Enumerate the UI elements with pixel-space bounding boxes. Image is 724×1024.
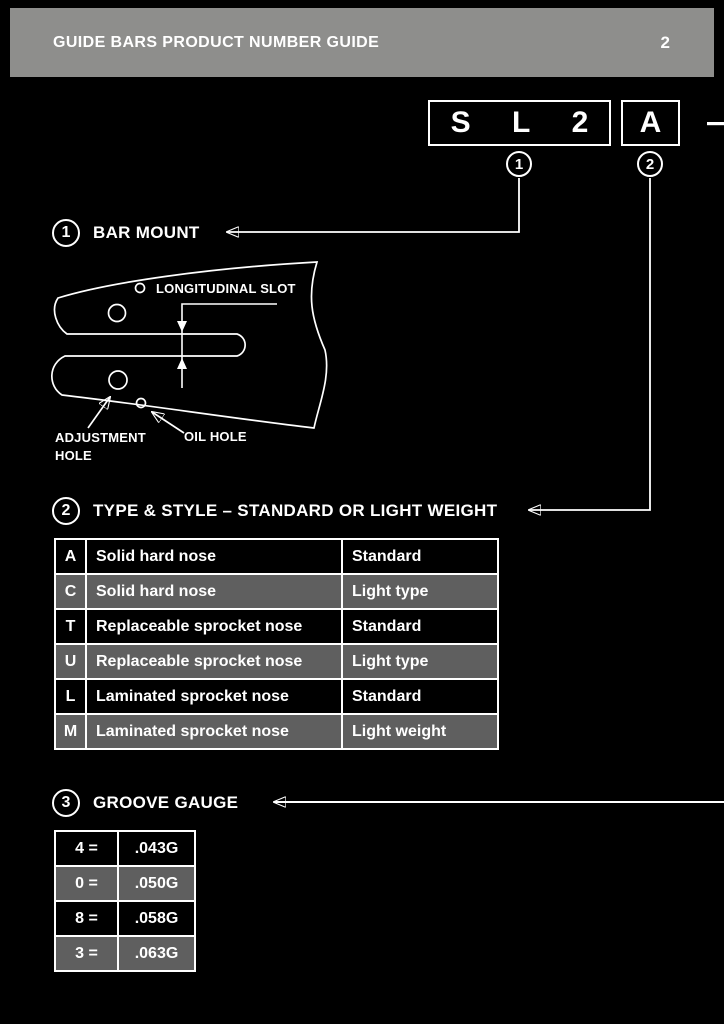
oil-hole-circle (137, 399, 146, 408)
type-kind-cell: Light type (342, 644, 498, 679)
groove-gauge-table (54, 830, 196, 972)
section-3-title: GROOVE GAUGE (93, 793, 239, 812)
product-code-box-sl2 (428, 100, 611, 146)
code-letter-4: A (639, 106, 662, 139)
type-desc-cell: Laminated sprocket nose (86, 679, 342, 714)
longitudinal-slot-label: LONGITUDINAL SLOT (156, 281, 296, 296)
adjustment-hole-leader-arrow (88, 397, 110, 428)
callout-1-badge: 1 (506, 151, 532, 177)
slot-dimension-arrow-down (177, 321, 187, 332)
type-desc-cell: Replaceable sprocket nose (86, 644, 342, 679)
adjustment-hole-label-line2: HOLE (55, 448, 92, 463)
page-title: GUIDE BARS PRODUCT NUMBER GUIDE (53, 33, 380, 51)
table-row (55, 574, 498, 609)
section-groove-gauge-heading (52, 789, 238, 817)
section-2-number-badge: 2 (52, 497, 80, 525)
table-row (55, 936, 195, 971)
slot-dimension-arrow-up (177, 358, 187, 369)
table-row (55, 609, 498, 644)
code-letter-3: 2 (571, 106, 589, 139)
code-letter-2: L (511, 106, 531, 139)
table-row (55, 866, 195, 901)
gauge-value-cell: .058G (118, 901, 195, 936)
gauge-value-cell: .063G (118, 936, 195, 971)
adjustment-hole-label (55, 429, 146, 465)
table-row (55, 539, 498, 574)
type-code-cell: T (55, 609, 86, 644)
oil-hole-leader-arrow (152, 412, 184, 433)
gauge-code-cell: 4 = (55, 831, 118, 866)
code-continuation-dash (707, 122, 724, 125)
type-desc-cell: Laminated sprocket nose (86, 714, 342, 749)
page-number: 2 (660, 32, 670, 52)
slot-dimension-line (182, 304, 277, 388)
gauge-value-cell: .043G (118, 831, 195, 866)
type-desc-cell: Replaceable sprocket nose (86, 609, 342, 644)
type-kind-cell: Standard (342, 609, 498, 644)
type-kind-cell: Light weight (342, 714, 498, 749)
type-kind-cell: Standard (342, 679, 498, 714)
type-kind-cell: Standard (342, 539, 498, 574)
type-style-table (54, 538, 499, 750)
gauge-code-cell: 3 = (55, 936, 118, 971)
gauge-value-cell: .050G (118, 866, 195, 901)
type-desc-cell: Solid hard nose (86, 574, 342, 609)
section-1-number-badge: 1 (52, 219, 80, 247)
upper-mount-hole (109, 305, 126, 322)
type-code-cell: U (55, 644, 86, 679)
callout-2-badge: 2 (637, 151, 663, 177)
adjustment-hole-circle (109, 371, 127, 389)
gauge-code-cell: 8 = (55, 901, 118, 936)
table-row (55, 714, 498, 749)
table-row (55, 901, 195, 936)
gauge-code-cell: 0 = (55, 866, 118, 901)
type-desc-cell: Solid hard nose (86, 539, 342, 574)
type-code-cell: A (55, 539, 86, 574)
header-bar (10, 8, 714, 77)
table-row (55, 644, 498, 679)
code-letter-1: S (450, 106, 471, 139)
table-row (55, 679, 498, 714)
section-bar-mount-heading (52, 219, 200, 247)
section-3-number-badge: 3 (52, 789, 80, 817)
section-type-style-heading (52, 497, 497, 525)
section-2-title: TYPE & STYLE – STANDARD OR LIGHT WEIGHT (93, 501, 498, 520)
longitudinal-slot-ref-hole (136, 284, 145, 293)
oil-hole-label: OIL HOLE (184, 429, 247, 444)
section-1-title: BAR MOUNT (93, 223, 200, 242)
connector-callout1-to-section1 (227, 178, 519, 232)
type-code-cell: M (55, 714, 86, 749)
type-kind-cell: Light type (342, 574, 498, 609)
type-code-cell: L (55, 679, 86, 714)
product-code-box-a (621, 100, 680, 146)
table-row (55, 831, 195, 866)
connector-callout2-to-section2 (529, 178, 650, 510)
type-code-cell: C (55, 574, 86, 609)
adjustment-hole-label-line1: ADJUSTMENT (55, 430, 146, 445)
